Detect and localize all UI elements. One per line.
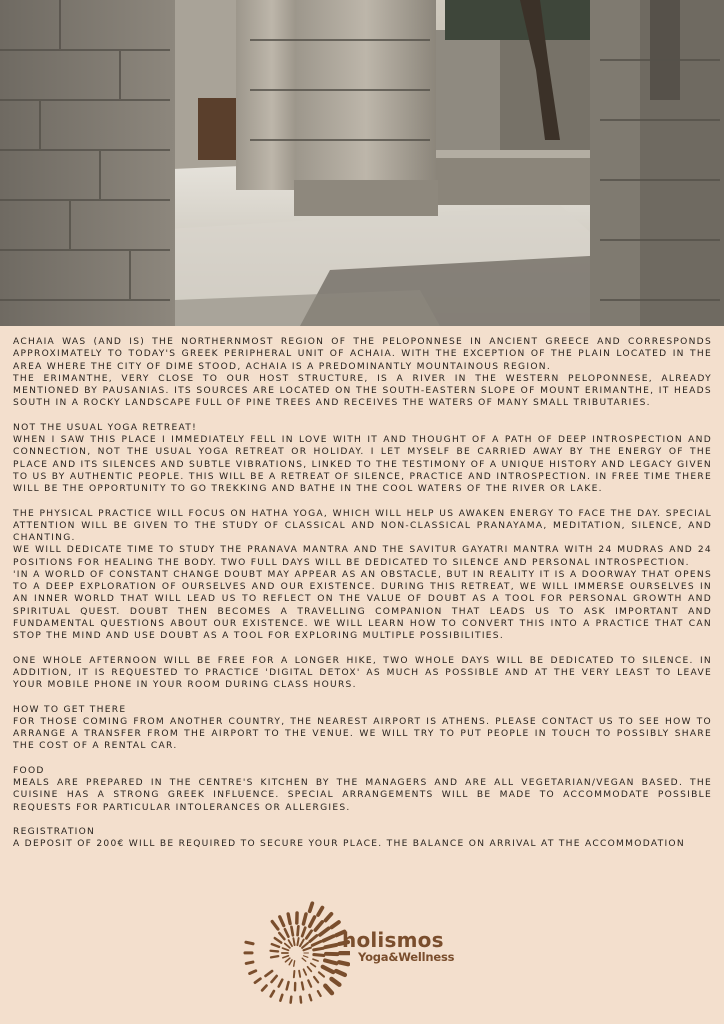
logo-ray	[309, 995, 311, 1000]
logo-ray	[298, 926, 299, 935]
logo-ray	[262, 986, 266, 991]
logo-ray	[323, 967, 333, 972]
logo-ray	[304, 948, 311, 951]
logo-ray	[319, 972, 324, 976]
logo-ray	[336, 971, 345, 975]
logo-ray	[314, 948, 323, 950]
paragraph: MEALS ARE PREPARED IN THE CENTRE'S KITCHEN BY THE MANAGERS AND ARE ALL VEGETARIAN/VEGAN BASED. THE CUISINE HAS A STRONG GREEK INFLUENCE. SPECIAL ARRANGEMENTS WILL BE MADE TO ACCOMMODATE POSSIBLE REQUESTS FOR PARTICULAR INTOLERANCES OR ALLERGIES.	[13, 778, 712, 813]
paragraph: REGISTRATION	[13, 827, 96, 837]
logo-ray	[288, 914, 290, 924]
logo-ray	[314, 955, 324, 956]
paragraph: 'IN A WORLD OF CONSTANT CHANGE DOUBT MAY APPEAR AS AN OBSTACLE, BUT IN REALITY IT IS A DOORWAY THAT OPENS TO A DEEP EXPLORATION OF OURSELVES AND OUR EXISTENCE. DURING THIS RETREAT, WE WILL IMMERSE OURSELVES IN AN INNER WORLD THAT WILL LEAD US TO REFLECT ON THE VALUE OF DOUBT AS A TOOL FOR PERSONAL GROWTH AND SPIRITUAL QUEST. DOUBT THEN BECOMES A TRAVELLING COMPANION THAT LEADS US TO ASK IMPORTANT AND FUNDAMENTAL QUESTIONS ABOUT OUR EXISTENCE. WE WILL LEARN HOW TO CONVERT THIS INTO A PRACTICE THAT CAN STOP THE MIND AND USE DOUBT AS A TOOL FOR EXPLORING MULTIPLE POSSIBILITIES.	[13, 569, 712, 641]
logo-ray	[294, 961, 295, 966]
logo-ray	[332, 979, 340, 985]
logo-ray	[272, 921, 278, 929]
logo-ray	[325, 986, 332, 993]
logo-ray	[323, 936, 333, 941]
paragraph-gap	[13, 753, 712, 765]
paragraph: WHEN I SAW THIS PLACE I IMMEDIATELY FELL IN LOVE WITH IT AND THOUGHT OF A PATH OF DEEP INTROSPECTION AND CONNECTION, NOT THE USUAL YOGA RETREAT OR HOLIDAY. I LET MYSELF BE CARRIED AWAY BY THE ENERGY OF THE PLACE AND ITS SILENCES AND SUBTLE VIBRATIONS, LINKED TO THE TESTIMONY OF A UNIQUE HISTORY AND LEGACY GIVEN TO US BY AUTHENTIC PEOPLE. THIS WILL BE A RETREAT OF SILENCE, PRACTICE AND INTROSPECTION. IN FREE TIME THERE WILL BE THE OPPORTUNITY TO GO TREKKING AND BATHE IN THE COOL WATERS OF THE RIVER OR LAKE.	[13, 435, 712, 494]
logo-ray	[271, 956, 278, 957]
logo-ray	[300, 997, 301, 1003]
logo-ray	[314, 977, 318, 982]
logo-ray	[304, 956, 308, 958]
logo-ray	[272, 944, 279, 947]
logo-ray	[308, 980, 311, 986]
logo-tagline: Yoga&Wellness	[358, 950, 455, 964]
logo-ray	[285, 929, 289, 937]
logo-ray	[326, 914, 332, 920]
logo-ray	[283, 956, 289, 958]
paragraph: FOOD	[13, 765, 45, 776]
paragraph: FOR THOSE COMING FROM ANOTHER COUNTRY, THE NEAREST AIRPORT IS ATHENS. PLEASE CONTACT US TO SEE HOW TO ARRANGE A TRANSFER FROM THE AIRPORT TO THE VENUE. WE WILL TRY TO PUT PEOPLE IN TOUCH TO POSSIBLY SHARE THE COST OF A RENTAL CAR.	[13, 716, 712, 752]
logo-ray	[300, 940, 304, 946]
logo-ray	[308, 967, 312, 972]
logo-ray	[299, 971, 300, 977]
paragraph: WE WILL DEDICATE TIME TO STUDY THE PRANAVA MANTRA AND THE SAVITUR GAYATRI MANTRA WITH 24 MUDRAS AND 24 POSITIONS FOR HEALING THE BODY. TWO FULL DAYS WILL BE DEDICATED TO SILENCE AND PERSONAL INTROSPECTION.	[13, 545, 712, 568]
logo-ray	[291, 997, 292, 1003]
logo-ray	[315, 922, 322, 930]
paragraph-gap	[13, 495, 712, 507]
paragraph-gap	[13, 814, 712, 826]
paragraph: NOT THE USUAL YOGA RETREAT!	[13, 422, 198, 433]
logo-ray	[304, 969, 307, 974]
logo-ray	[310, 903, 313, 911]
sunburst-spiral-logo-icon	[240, 896, 350, 1008]
logo-ray	[318, 908, 322, 915]
logo-ray	[246, 942, 253, 944]
holismos-logo	[240, 896, 480, 1008]
paragraph: THE ERIMANTHE, VERY CLOSE TO OUR HOST STRUCTURE, IS A RIVER IN THE WESTERN PELOPONNESE, ALREADY MENTIONED BY PAUSANIAS. ITS SOURCES ARE LOCATED ON THE SOUTH-EASTERN SLOPE OF MOUNT ERIMANTHE, IT HEADS SOUTH IN A ROCKY LANDSCAPE FULL OF PINE TREES AND RECEIVES THE WATERS OF MANY SMALL TRIBUTARIES.	[13, 373, 712, 409]
logo-ray	[266, 971, 273, 976]
logo-ray	[325, 945, 336, 947]
logo-ray	[289, 960, 292, 965]
logo-ray	[306, 931, 311, 938]
logo-ray	[271, 951, 279, 952]
logo-ray	[320, 928, 329, 935]
logo-ray	[279, 933, 284, 939]
logo-ray	[289, 940, 292, 946]
stone-courtyard-photo	[0, 0, 724, 326]
paragraph-gap	[13, 410, 712, 422]
article-text	[13, 336, 712, 851]
logo-ray	[275, 938, 281, 943]
paragraph-gap	[13, 642, 712, 654]
paragraph-gap	[13, 691, 712, 703]
logo-ray	[302, 958, 306, 961]
logo-ray	[255, 979, 260, 983]
logo-ray	[280, 995, 282, 1001]
paragraph: ACHAIA WAS (AND IS) THE NORTHERNMOST REGION OF THE PELOPONNESE IN ANCIENT GREECE AND CORRESPONDS APPROXIMATELY TO TODAY'S GREEK PERIPHERAL UNIT OF ACHAIA. WITH THE EXCEPTION OF THE PLAIN LOCATED IN THE AREA WHERE THE CITY OF DIME STOOD, ACHAIA IS A PREDOMINANTLY MOUNTAINOUS REGION.	[13, 337, 712, 372]
logo-ray	[310, 936, 317, 942]
logo-ray	[312, 941, 321, 945]
logo-ray	[280, 917, 284, 926]
logo-ray	[325, 960, 336, 963]
logo-ray	[271, 991, 274, 996]
logo-ray	[302, 982, 303, 989]
logo-ray	[302, 928, 305, 936]
paragraph: HOW TO GET THERE	[13, 704, 127, 715]
logo-ray	[297, 938, 298, 945]
logo-ray	[285, 944, 290, 948]
logo-brand: holismos	[342, 928, 444, 952]
paragraph: A DEPOSIT OF 200€ WILL BE REQUIRED TO SECURE YOUR PLACE. THE BALANCE ON ARRIVAL AT THE ACCOMMODATION	[13, 839, 685, 850]
logo-ray	[294, 971, 295, 977]
logo-ray	[339, 962, 348, 964]
paragraph: THE PHYSICAL PRACTICE WILL FOCUS ON HATHA YOGA, WHICH WILL HELP US AWAKEN ENERGY TO FACE THE DAY. SPECIAL ATTENTION WILL BE GIVEN TO THE STUDY OF CLASSICAL AND NON-CLASSICAL PRANAYAMA, MEDITATION, SILENCE, AND CHANTING.	[13, 508, 712, 543]
logo-ray	[311, 963, 316, 966]
paragraph: ONE WHOLE AFTERNOON WILL BE FREE FOR A LONGER HIKE, TWO WHOLE DAYS WILL BE DEDICATED TO SILENCE. IN ADDITION, IT IS REQUESTED TO PRACTICE 'DIGITAL DETOX' AS MUCH AS POSSIBLE AND AT THE VERY LEAST TO LEAVE YOUR MOBILE PHONE IN YOUR ROOM DURING CLASS HOURS.	[13, 655, 712, 690]
logo-ray	[318, 991, 321, 996]
logo-ray	[250, 971, 256, 974]
logo-ray	[302, 943, 308, 948]
logo-ray	[313, 959, 318, 961]
logo-ray	[246, 962, 253, 963]
logo-ray	[332, 922, 339, 927]
header-photo	[0, 0, 724, 326]
logo-ray	[287, 982, 289, 989]
logo-ray	[303, 914, 306, 924]
logo-ray	[279, 980, 283, 987]
logo-ray	[291, 927, 292, 935]
logo-ray	[293, 938, 294, 945]
logo-ray	[285, 958, 289, 962]
logo-ray	[282, 948, 288, 950]
logo-ray	[310, 917, 315, 926]
logo-ray	[272, 976, 277, 982]
